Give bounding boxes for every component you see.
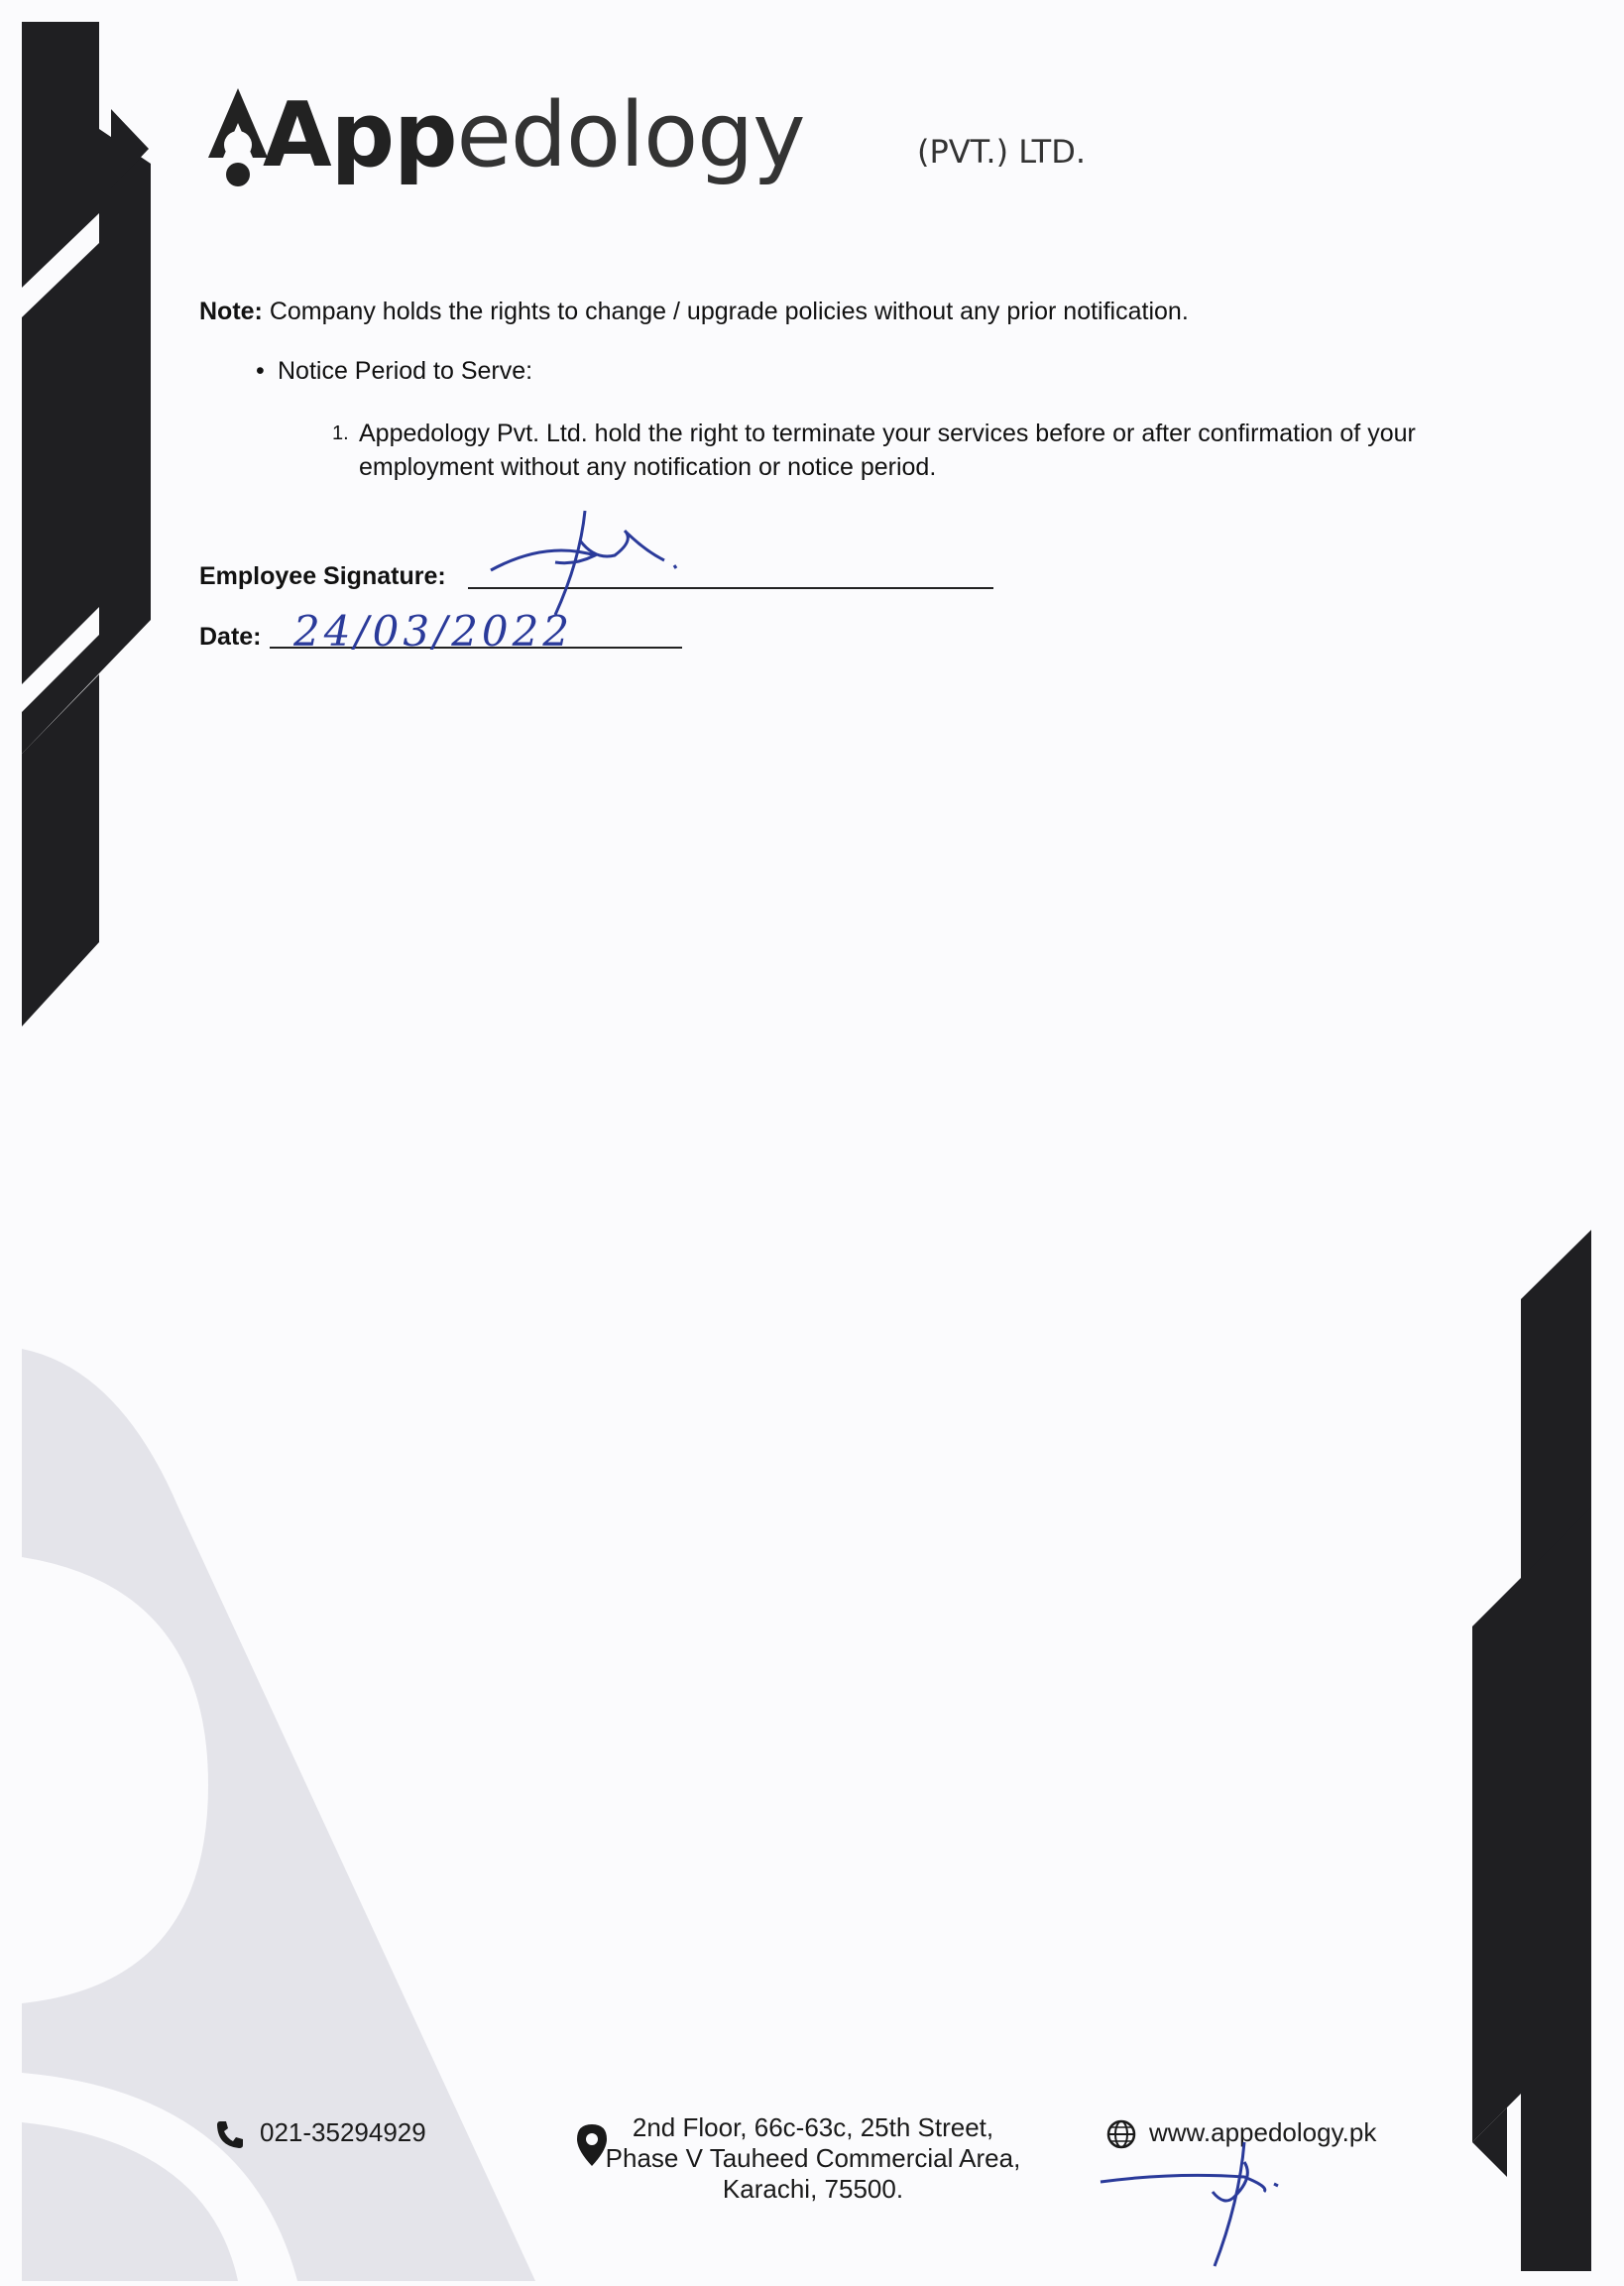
handwritten-signature: [486, 501, 684, 620]
website-url: www.appedology.pk: [1149, 2117, 1377, 2147]
footer-address: [580, 2112, 1046, 2205]
logo-bold-text: App: [263, 83, 457, 187]
note-label: Note:: [199, 298, 263, 325]
bullet-text: Notice Period to Serve:: [278, 357, 533, 385]
logo-wordmark: [263, 83, 805, 187]
signature-label: Employee Signature:: [199, 562, 446, 590]
bullet-item: [256, 357, 532, 386]
handwritten-date: 24/03/2022: [293, 607, 574, 656]
phone-icon: [214, 2118, 246, 2150]
phone-number: 021-35294929: [260, 2117, 426, 2147]
footer-phone: [214, 2117, 426, 2150]
logo-light-text: edology: [456, 83, 805, 187]
policy-note: [199, 298, 1189, 326]
numbered-item: [332, 417, 1443, 484]
note-text: Company holds the rights to change / upgrade policies without any prior notification.: [269, 298, 1189, 325]
address-line-2: Phase V Tauheed Commercial Area,: [605, 2143, 1021, 2173]
logo-suffix: (PVT.) LTD.: [917, 133, 1087, 171]
address-line-3: Karachi, 75500.: [722, 2174, 904, 2204]
item-text: Appedology Pvt. Ltd. hold the right to terminate your services before or after confirmation of your employment without any notification or notice period.: [359, 420, 1416, 481]
footer-signature: [1096, 2132, 1314, 2271]
date-label: Date:: [199, 623, 262, 651]
address-line-1: 2nd Floor, 66c-63c, 25th Street,: [632, 2112, 994, 2142]
item-number: 1.: [332, 422, 349, 444]
bullet-dot-icon: •: [256, 357, 265, 385]
